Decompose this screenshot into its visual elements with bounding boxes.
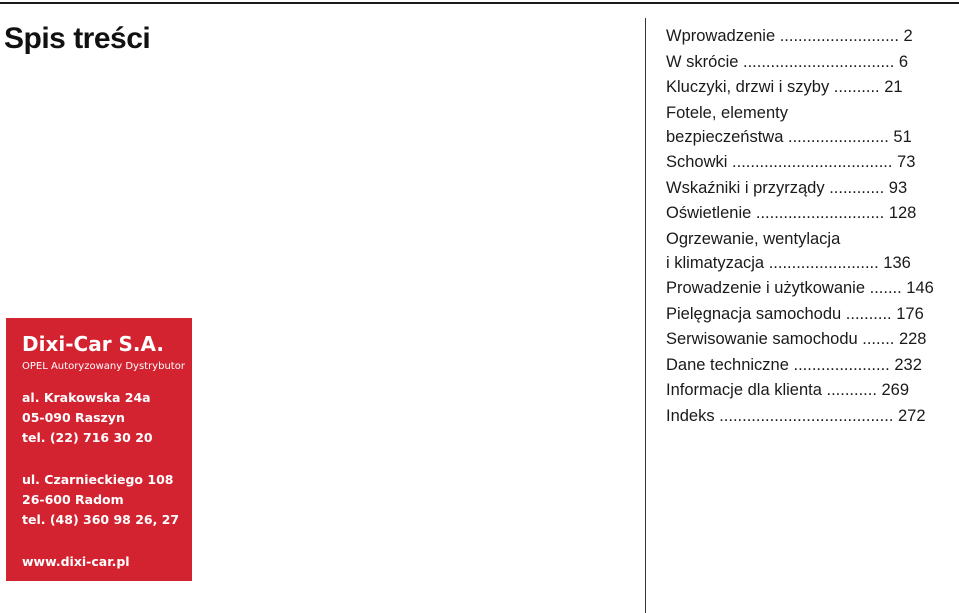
toc-entry-line: Ogrzewanie, wentylacja [666,229,841,248]
column-divider [645,18,646,613]
toc-entry-line: Informacje dla klienta ........... 269 [666,381,910,399]
toc-entry-line: Wskaźniki i przyrządy ............ 93 [666,178,908,197]
toc-entry[interactable] [666,150,958,174]
toc-entry[interactable] [666,302,958,326]
toc-entry-line: Prowadzenie i użytkowanie ....... 146 [666,279,934,297]
toc-entry-line: Indeks ...................................... 272 [666,406,926,425]
toc-entry[interactable] [666,101,958,149]
toc-entry[interactable] [666,276,958,300]
toc-entry-line: W skrócie ................................. 6 [666,52,909,71]
toc-entry-line: Schowki ................................... 73 [666,153,916,171]
toc-entry-line: Pielęgnacja samochodu .......... 176 [666,304,924,323]
toc-entry[interactable] [666,227,958,275]
dealer-info-box [6,318,192,581]
address-line: tel. (48) 360 98 26, 27 [22,512,180,527]
toc-entry-line: bezpieczeństwa ...................... 51 [666,127,912,146]
toc-entry[interactable] [666,353,958,377]
table-of-contents [666,24,958,429]
toc-entry-line: Dane techniczne ..................... 232 [666,355,922,374]
dealer-name: Dixi-Car S.A. [22,332,164,356]
toc-entry[interactable] [666,404,958,428]
address-line: al. Krakowska 24a [22,390,151,405]
address-line: 05-090 Raszyn [22,410,125,425]
toc-entry-line: Wprowadzenie .......................... 2 [666,27,913,45]
toc-entry-line: Kluczyki, drzwi i szyby .......... 21 [666,78,903,96]
page-title: Spis treści [4,22,151,55]
dealer-address-raszyn [22,388,153,448]
dealer-website-link[interactable]: www.dixi-car.pl [22,554,130,569]
address-line: ul. Czarnieckiego 108 [22,472,174,487]
toc-entry[interactable] [666,327,958,351]
toc-entry[interactable] [666,75,958,99]
address-line: tel. (22) 716 30 20 [22,430,153,445]
toc-entry-line: Fotele, elementy [666,103,788,122]
toc-entry[interactable] [666,24,958,48]
dealer-address-radom [22,470,179,530]
toc-entry[interactable] [666,378,958,402]
address-line: 26-600 Radom [22,492,124,507]
toc-entry[interactable] [666,201,958,225]
toc-entry[interactable] [666,50,958,74]
top-rule [0,2,959,4]
toc-entry-line: Oświetlenie ............................ 128 [666,204,917,222]
toc-entry-line: i klimatyzacja ........................ 136 [666,253,911,272]
dealer-subtitle: OPEL Autoryzowany Dystrybutor [22,361,185,372]
toc-entry-line: Serwisowanie samochodu ....... 228 [666,330,927,348]
toc-entry[interactable] [666,176,958,200]
